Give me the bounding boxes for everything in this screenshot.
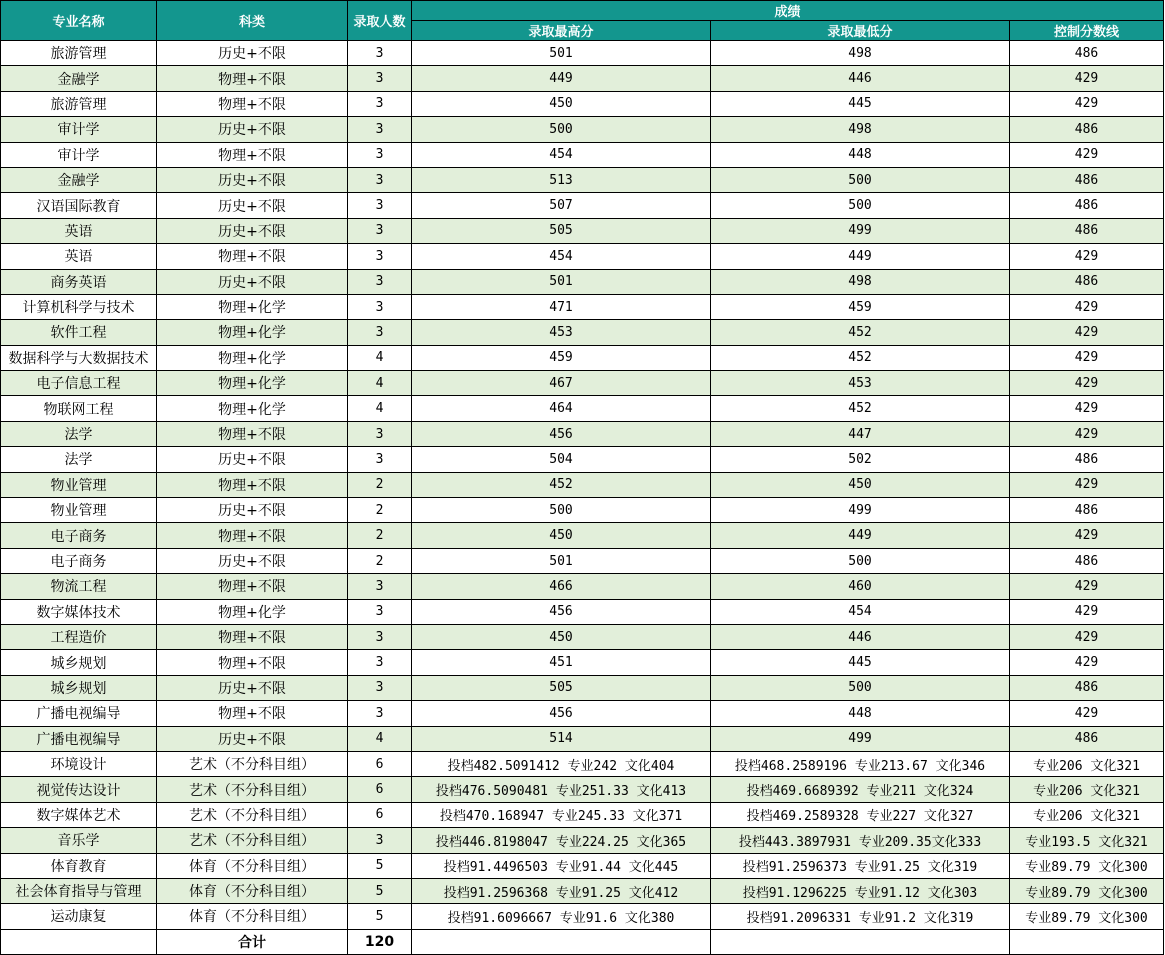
table-body [1, 41, 1164, 930]
control-line-cell: 429 [1010, 244, 1164, 269]
table-row [1, 498, 1164, 523]
control-line-cell: 429 [1010, 574, 1164, 599]
min-score-cell: 498 [711, 117, 1010, 142]
category-cell: 物理+不限 [157, 142, 348, 167]
table-row [1, 853, 1164, 878]
min-score-cell: 投档91.1296225 专业91.12 文化303 [711, 878, 1010, 903]
category-cell: 物理+不限 [157, 472, 348, 497]
max-score-cell: 投档476.5090481 专业251.33 文化413 [412, 777, 711, 802]
admitted-count-cell: 3 [348, 828, 412, 853]
table-row [1, 624, 1164, 649]
control-line-cell: 429 [1010, 599, 1164, 624]
total-empty-cell [412, 929, 711, 954]
min-score-cell: 500 [711, 675, 1010, 700]
admitted-count-cell: 3 [348, 244, 412, 269]
major-cell: 数字媒体技术 [1, 599, 157, 624]
control-line-cell: 486 [1010, 41, 1164, 66]
min-score-cell: 投档91.2596373 专业91.25 文化319 [711, 853, 1010, 878]
min-score-cell: 499 [711, 726, 1010, 751]
control-line-cell: 专业206 文化321 [1010, 777, 1164, 802]
min-score-cell: 459 [711, 294, 1010, 319]
header-category: 科类 [157, 1, 348, 41]
category-cell: 体育（不分科目组） [157, 878, 348, 903]
admitted-count-cell: 3 [348, 447, 412, 472]
table-row [1, 777, 1164, 802]
max-score-cell: 投档446.8198047 专业224.25 文化365 [412, 828, 711, 853]
min-score-cell: 498 [711, 269, 1010, 294]
min-score-cell: 500 [711, 193, 1010, 218]
category-cell: 物理+化学 [157, 345, 348, 370]
major-cell: 广播电视编导 [1, 701, 157, 726]
min-score-cell: 446 [711, 624, 1010, 649]
category-cell: 历史+不限 [157, 675, 348, 700]
max-score-cell: 投档470.168947 专业245.33 文化371 [412, 802, 711, 827]
table-row [1, 66, 1164, 91]
category-cell: 历史+不限 [157, 269, 348, 294]
major-cell: 审计学 [1, 142, 157, 167]
admitted-count-cell: 4 [348, 726, 412, 751]
major-cell: 数据科学与大数据技术 [1, 345, 157, 370]
admitted-count-cell: 3 [348, 650, 412, 675]
min-score-cell: 449 [711, 523, 1010, 548]
admitted-count-cell: 3 [348, 117, 412, 142]
category-cell: 物理+不限 [157, 91, 348, 116]
category-cell: 历史+不限 [157, 193, 348, 218]
major-cell: 法学 [1, 447, 157, 472]
major-cell: 金融学 [1, 66, 157, 91]
major-cell: 物联网工程 [1, 396, 157, 421]
min-score-cell: 453 [711, 371, 1010, 396]
major-cell: 视觉传达设计 [1, 777, 157, 802]
table-row [1, 472, 1164, 497]
major-cell: 计算机科学与技术 [1, 294, 157, 319]
max-score-cell: 454 [412, 142, 711, 167]
total-empty-cell [711, 929, 1010, 954]
admitted-count-cell: 2 [348, 472, 412, 497]
max-score-cell: 471 [412, 294, 711, 319]
category-cell: 物理+不限 [157, 66, 348, 91]
major-cell: 软件工程 [1, 320, 157, 345]
admitted-count-cell: 6 [348, 777, 412, 802]
control-line-cell: 429 [1010, 650, 1164, 675]
min-score-cell: 投档468.2589196 专业213.67 文化346 [711, 751, 1010, 776]
major-cell: 物业管理 [1, 472, 157, 497]
table-row [1, 421, 1164, 446]
admitted-count-cell: 3 [348, 167, 412, 192]
category-cell: 历史+不限 [157, 218, 348, 243]
category-cell: 艺术（不分科目组） [157, 777, 348, 802]
category-cell: 历史+不限 [157, 167, 348, 192]
major-cell: 物业管理 [1, 498, 157, 523]
control-line-cell: 486 [1010, 117, 1164, 142]
admitted-count-cell: 2 [348, 548, 412, 573]
category-cell: 体育（不分科目组） [157, 853, 348, 878]
control-line-cell: 429 [1010, 320, 1164, 345]
admitted-count-cell: 6 [348, 802, 412, 827]
category-cell: 艺术（不分科目组） [157, 751, 348, 776]
min-score-cell: 500 [711, 167, 1010, 192]
control-line-cell: 486 [1010, 675, 1164, 700]
max-score-cell: 513 [412, 167, 711, 192]
control-line-cell: 429 [1010, 345, 1164, 370]
total-label: 合计 [157, 929, 348, 954]
control-line-cell: 486 [1010, 498, 1164, 523]
control-line-cell: 486 [1010, 726, 1164, 751]
admitted-count-cell: 3 [348, 624, 412, 649]
max-score-cell: 500 [412, 117, 711, 142]
min-score-cell: 499 [711, 498, 1010, 523]
total-row [1, 929, 1164, 954]
major-cell: 广播电视编导 [1, 726, 157, 751]
major-cell: 音乐学 [1, 828, 157, 853]
control-line-cell: 429 [1010, 472, 1164, 497]
category-cell: 物理+化学 [157, 396, 348, 421]
major-cell: 法学 [1, 421, 157, 446]
min-score-cell: 450 [711, 472, 1010, 497]
table-row [1, 726, 1164, 751]
major-cell: 数字媒体艺术 [1, 802, 157, 827]
control-line-cell: 专业89.79 文化300 [1010, 878, 1164, 903]
admitted-count-cell: 4 [348, 345, 412, 370]
category-cell: 物理+化学 [157, 599, 348, 624]
control-line-cell: 429 [1010, 142, 1164, 167]
max-score-cell: 505 [412, 675, 711, 700]
table-row [1, 193, 1164, 218]
table-row [1, 269, 1164, 294]
table-row [1, 320, 1164, 345]
table-row [1, 218, 1164, 243]
control-line-cell: 486 [1010, 193, 1164, 218]
max-score-cell: 505 [412, 218, 711, 243]
min-score-cell: 445 [711, 91, 1010, 116]
table-row [1, 244, 1164, 269]
min-score-cell: 452 [711, 320, 1010, 345]
category-cell: 体育（不分科目组） [157, 904, 348, 929]
min-score-cell: 498 [711, 41, 1010, 66]
min-score-cell: 投档91.2096331 专业91.2 文化319 [711, 904, 1010, 929]
max-score-cell: 450 [412, 91, 711, 116]
max-score-cell: 456 [412, 599, 711, 624]
min-score-cell: 448 [711, 142, 1010, 167]
header-max-score: 录取最高分 [412, 21, 711, 41]
max-score-cell: 451 [412, 650, 711, 675]
header-scores: 成绩 [412, 1, 1164, 21]
table-row [1, 142, 1164, 167]
max-score-cell: 453 [412, 320, 711, 345]
category-cell: 艺术（不分科目组） [157, 828, 348, 853]
control-line-cell: 专业206 文化321 [1010, 751, 1164, 776]
control-line-cell: 专业193.5 文化321 [1010, 828, 1164, 853]
major-cell: 城乡规划 [1, 650, 157, 675]
table-row [1, 41, 1164, 66]
max-score-cell: 467 [412, 371, 711, 396]
table-row [1, 548, 1164, 573]
control-line-cell: 429 [1010, 66, 1164, 91]
control-line-cell: 486 [1010, 218, 1164, 243]
min-score-cell: 投档469.2589328 专业227 文化327 [711, 802, 1010, 827]
control-line-cell: 429 [1010, 701, 1164, 726]
table-row [1, 447, 1164, 472]
admitted-count-cell: 3 [348, 66, 412, 91]
min-score-cell: 445 [711, 650, 1010, 675]
table-row [1, 574, 1164, 599]
category-cell: 物理+不限 [157, 650, 348, 675]
category-cell: 物理+不限 [157, 244, 348, 269]
admitted-count-cell: 3 [348, 574, 412, 599]
control-line-cell: 专业89.79 文化300 [1010, 904, 1164, 929]
admitted-count-cell: 3 [348, 91, 412, 116]
control-line-cell: 429 [1010, 421, 1164, 446]
control-line-cell: 486 [1010, 167, 1164, 192]
total-empty-cell [1, 929, 157, 954]
major-cell: 电子商务 [1, 548, 157, 573]
table-row [1, 599, 1164, 624]
max-score-cell: 456 [412, 701, 711, 726]
admitted-count-cell: 6 [348, 751, 412, 776]
admitted-count-cell: 3 [348, 142, 412, 167]
category-cell: 历史+不限 [157, 447, 348, 472]
control-line-cell: 486 [1010, 269, 1164, 294]
category-cell: 物理+不限 [157, 523, 348, 548]
major-cell: 英语 [1, 244, 157, 269]
table-row [1, 675, 1164, 700]
category-cell: 历史+不限 [157, 117, 348, 142]
control-line-cell: 429 [1010, 294, 1164, 319]
admitted-count-cell: 3 [348, 193, 412, 218]
admitted-count-cell: 3 [348, 675, 412, 700]
admitted-count-cell: 3 [348, 294, 412, 319]
category-cell: 物理+化学 [157, 320, 348, 345]
min-score-cell: 447 [711, 421, 1010, 446]
major-cell: 商务英语 [1, 269, 157, 294]
major-cell: 社会体育指导与管理 [1, 878, 157, 903]
category-cell: 物理+不限 [157, 574, 348, 599]
min-score-cell: 446 [711, 66, 1010, 91]
admitted-count-cell: 5 [348, 878, 412, 903]
min-score-cell: 448 [711, 701, 1010, 726]
max-score-cell: 459 [412, 345, 711, 370]
header-min-score: 录取最低分 [711, 21, 1010, 41]
admitted-count-cell: 3 [348, 218, 412, 243]
control-line-cell: 486 [1010, 548, 1164, 573]
category-cell: 历史+不限 [157, 548, 348, 573]
min-score-cell: 502 [711, 447, 1010, 472]
min-score-cell: 449 [711, 244, 1010, 269]
min-score-cell: 投档469.6689392 专业211 文化324 [711, 777, 1010, 802]
table-row [1, 904, 1164, 929]
control-line-cell: 429 [1010, 371, 1164, 396]
min-score-cell: 460 [711, 574, 1010, 599]
major-cell: 旅游管理 [1, 41, 157, 66]
min-score-cell: 500 [711, 548, 1010, 573]
admitted-count-cell: 3 [348, 421, 412, 446]
admitted-count-cell: 3 [348, 41, 412, 66]
admitted-count-cell: 3 [348, 701, 412, 726]
category-cell: 历史+不限 [157, 498, 348, 523]
major-cell: 工程造价 [1, 624, 157, 649]
table-row [1, 91, 1164, 116]
max-score-cell: 501 [412, 41, 711, 66]
control-line-cell: 429 [1010, 91, 1164, 116]
admitted-count-cell: 5 [348, 853, 412, 878]
table-row [1, 345, 1164, 370]
min-score-cell: 投档443.3897931 专业209.35文化333 [711, 828, 1010, 853]
max-score-cell: 507 [412, 193, 711, 218]
category-cell: 物理+不限 [157, 624, 348, 649]
admitted-count-cell: 2 [348, 523, 412, 548]
admitted-count-cell: 3 [348, 320, 412, 345]
max-score-cell: 464 [412, 396, 711, 421]
major-cell: 审计学 [1, 117, 157, 142]
major-cell: 运动康复 [1, 904, 157, 929]
admitted-count-cell: 4 [348, 396, 412, 421]
table-row [1, 828, 1164, 853]
table-row [1, 878, 1164, 903]
category-cell: 物理+化学 [157, 371, 348, 396]
control-line-cell: 486 [1010, 447, 1164, 472]
major-cell: 物流工程 [1, 574, 157, 599]
header-major: 专业名称 [1, 1, 157, 41]
category-cell: 物理+不限 [157, 701, 348, 726]
min-score-cell: 454 [711, 599, 1010, 624]
table-row [1, 396, 1164, 421]
admitted-count-cell: 5 [348, 904, 412, 929]
major-cell: 汉语国际教育 [1, 193, 157, 218]
max-score-cell: 450 [412, 624, 711, 649]
category-cell: 历史+不限 [157, 726, 348, 751]
table-row [1, 167, 1164, 192]
admitted-count-cell: 2 [348, 498, 412, 523]
max-score-cell: 514 [412, 726, 711, 751]
major-cell: 金融学 [1, 167, 157, 192]
max-score-cell: 449 [412, 66, 711, 91]
control-line-cell: 429 [1010, 523, 1164, 548]
table-row [1, 701, 1164, 726]
admitted-count-cell: 3 [348, 599, 412, 624]
category-cell: 历史+不限 [157, 41, 348, 66]
control-line-cell: 专业89.79 文化300 [1010, 853, 1164, 878]
max-score-cell: 投档482.5091412 专业242 文化404 [412, 751, 711, 776]
table-row [1, 294, 1164, 319]
major-cell: 旅游管理 [1, 91, 157, 116]
control-line-cell: 专业206 文化321 [1010, 802, 1164, 827]
table-row [1, 751, 1164, 776]
total-value: 120 [348, 929, 412, 954]
table-row [1, 371, 1164, 396]
min-score-cell: 452 [711, 345, 1010, 370]
table-row [1, 523, 1164, 548]
category-cell: 艺术（不分科目组） [157, 802, 348, 827]
major-cell: 体育教育 [1, 853, 157, 878]
max-score-cell: 456 [412, 421, 711, 446]
control-line-cell: 429 [1010, 624, 1164, 649]
table-row [1, 650, 1164, 675]
major-cell: 环境设计 [1, 751, 157, 776]
category-cell: 物理+化学 [157, 294, 348, 319]
header-admitted: 录取人数 [348, 1, 412, 41]
admitted-count-cell: 3 [348, 269, 412, 294]
table-row [1, 802, 1164, 827]
major-cell: 城乡规划 [1, 675, 157, 700]
major-cell: 电子商务 [1, 523, 157, 548]
min-score-cell: 452 [711, 396, 1010, 421]
category-cell: 物理+不限 [157, 421, 348, 446]
max-score-cell: 投档91.4496503 专业91.44 文化445 [412, 853, 711, 878]
admitted-count-cell: 4 [348, 371, 412, 396]
max-score-cell: 501 [412, 548, 711, 573]
control-line-cell: 429 [1010, 396, 1164, 421]
max-score-cell: 501 [412, 269, 711, 294]
max-score-cell: 投档91.2596368 专业91.25 文化412 [412, 878, 711, 903]
major-cell: 电子信息工程 [1, 371, 157, 396]
header-control-line: 控制分数线 [1010, 21, 1164, 41]
max-score-cell: 投档91.6096667 专业91.6 文化380 [412, 904, 711, 929]
max-score-cell: 500 [412, 498, 711, 523]
max-score-cell: 452 [412, 472, 711, 497]
table-row [1, 117, 1164, 142]
total-empty-cell [1010, 929, 1164, 954]
max-score-cell: 466 [412, 574, 711, 599]
major-cell: 英语 [1, 218, 157, 243]
max-score-cell: 504 [412, 447, 711, 472]
min-score-cell: 499 [711, 218, 1010, 243]
max-score-cell: 450 [412, 523, 711, 548]
max-score-cell: 454 [412, 244, 711, 269]
